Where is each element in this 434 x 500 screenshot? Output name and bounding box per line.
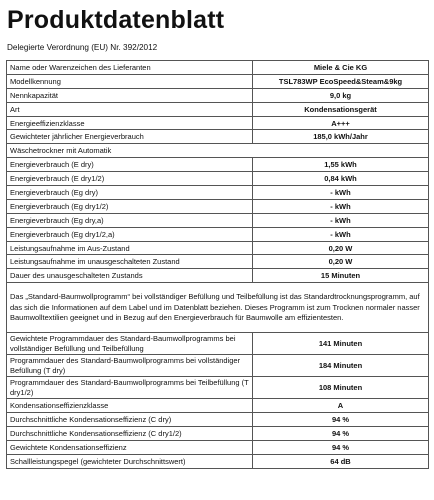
row-label: Art [7,102,253,116]
table-row [7,227,429,241]
row-value: 185,0 kWh/Jahr [253,130,429,144]
row-label: Gewichtete Kondensationseffizienz [7,440,253,454]
table-row [7,454,429,468]
program-description-row [7,283,429,333]
table-row [7,377,429,399]
table-row [7,88,429,102]
row-label: Energieverbrauch (Eg dry1/2,a) [7,227,253,241]
table-row [7,158,429,172]
table-row [7,130,429,144]
table-row [7,241,429,255]
program-description: Das „Standard-Baumwollprogramm“ bei vollständiger Befüllung und Teilbefüllung ist das Standardtrocknungsprogramm, auf das sich die Informationen auf dem Label und im Datenblatt beziehen. Dieses Programm ist zum Trocknen normaler nasser Baumwolltextilien geeignet und in Bezug auf den Energieverbrauch für Baumwolle am effizientesten. [7,283,429,333]
row-value: - kWh [253,186,429,200]
regulation-reference: Delegierte Verordnung (EU) Nr. 392/2012 [7,43,158,52]
table-row [7,269,429,283]
row-label: Gewichtete Programmdauer des Standard-Baumwollprogramms bei vollständiger Befüllung und Teilbefüllung [7,333,253,355]
row-value: 9,0 kg [253,88,429,102]
table-row [7,399,429,413]
row-value: 0,84 kWh [253,172,429,186]
table-row [7,333,429,355]
table-row [7,116,429,130]
row-value: Miele & Cie KG [253,61,429,75]
table-row [7,172,429,186]
row-label: Energieverbrauch (Eg dry1/2) [7,199,253,213]
row-value: Kondensationsgerät [253,102,429,116]
row-label: Durchschnittliche Kondensationseffizienz (C dry) [7,413,253,427]
row-value: 15 Minuten [253,269,429,283]
table-row [7,74,429,88]
row-value: 94 % [253,413,429,427]
row-label: Programmdauer des Standard-Baumwollprogramms bei vollständiger Befüllung (T dry) [7,355,253,377]
row-value: A+++ [253,116,429,130]
section-label: Wäschetrockner mit Automatik [7,144,429,158]
row-label: Programmdauer des Standard-Baumwollprogramms bei Teilbefüllung (T dry1/2) [7,377,253,399]
row-label: Dauer des unausgeschalteten Zustands [7,269,253,283]
row-value: 0,20 W [253,241,429,255]
row-value: 184 Minuten [253,355,429,377]
row-value: 94 % [253,440,429,454]
row-value: 141 Minuten [253,333,429,355]
spec-table [6,60,429,469]
row-label: Energieverbrauch (E dry1/2) [7,172,253,186]
row-label: Durchschnittliche Kondensationseffizienz (C dry1/2) [7,427,253,441]
row-value: 108 Minuten [253,377,429,399]
row-value: 0,20 W [253,255,429,269]
row-label: Energieverbrauch (Eg dry,a) [7,213,253,227]
row-value: 94 % [253,427,429,441]
table-row [7,440,429,454]
row-label: Name oder Warenzeichen des Lieferanten [7,61,253,75]
table-row [7,186,429,200]
table-row [7,102,429,116]
row-value: 1,55 kWh [253,158,429,172]
row-value: 64 dB [253,454,429,468]
row-label: Gewichteter jährlicher Energieverbrauch [7,130,253,144]
row-label: Leistungsaufnahme im Aus-Zustand [7,241,253,255]
page-title: Produktdatenblatt [7,6,225,34]
row-label: Leistungsaufnahme im unausgeschalteten Zustand [7,255,253,269]
row-label: Energieverbrauch (Eg dry) [7,186,253,200]
row-value: TSL783WP EcoSpeed&Steam&9kg [253,74,429,88]
table-row [7,413,429,427]
row-label: Energieeffizienzklasse [7,116,253,130]
row-label: Schallleistungspegel (gewichteter Durchschnittswert) [7,454,253,468]
table-row [7,255,429,269]
table-row [7,61,429,75]
row-value: - kWh [253,213,429,227]
table-row [7,355,429,377]
table-row [7,427,429,441]
table-row [7,213,429,227]
row-label: Kondensationseffizienzklasse [7,399,253,413]
row-value: - kWh [253,227,429,241]
row-label: Energieverbrauch (E dry) [7,158,253,172]
table-row [7,199,429,213]
row-label: Nennkapazität [7,88,253,102]
row-value: A [253,399,429,413]
row-value: - kWh [253,199,429,213]
row-label: Modellkennung [7,74,253,88]
section-row [7,144,429,158]
